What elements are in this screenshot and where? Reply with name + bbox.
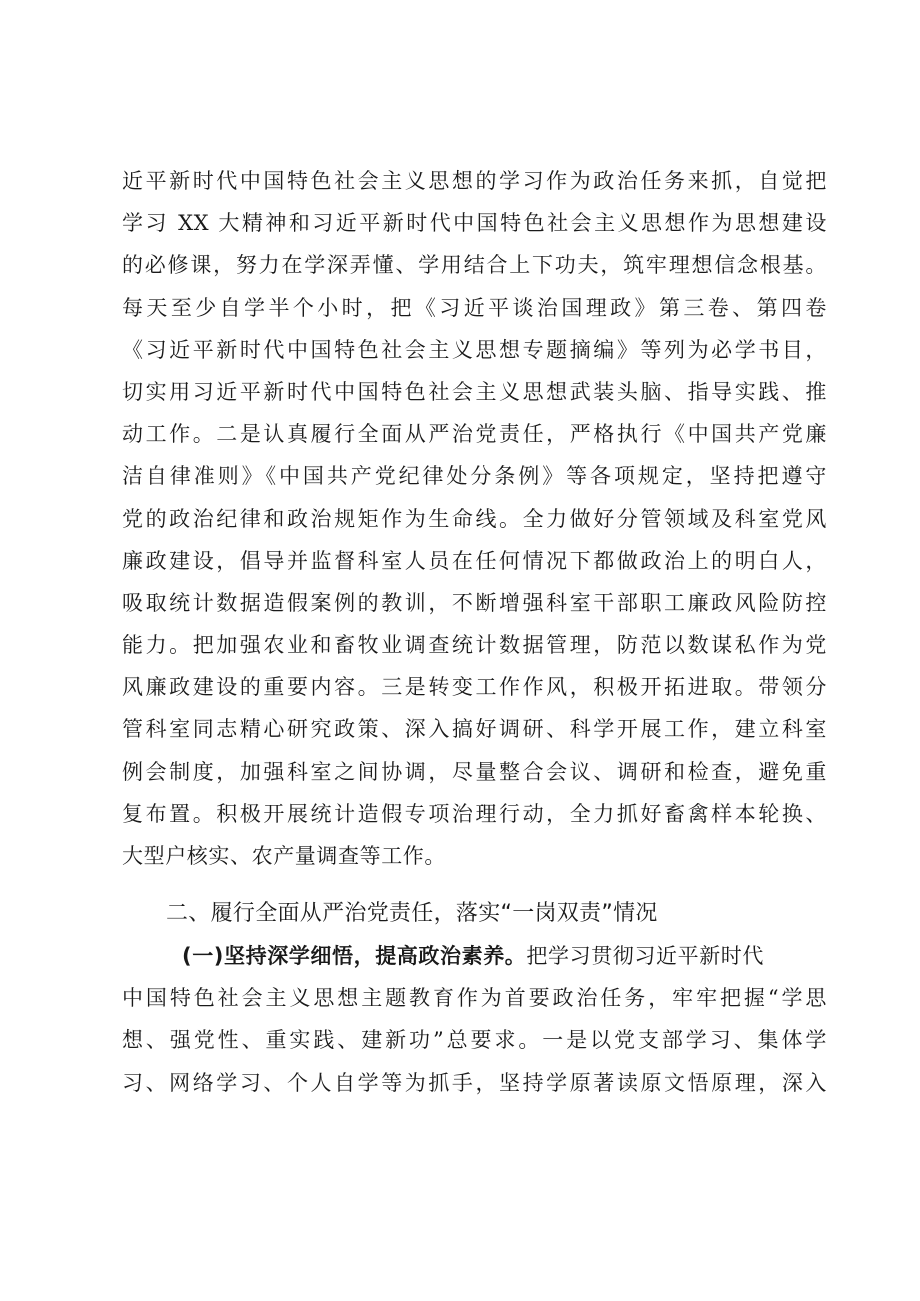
text-line: 近平新时代中国特色社会主义思想的学习作为政治任务来抓，自觉把 [122,169,827,193]
text-line: 吸取统计数据造假案例的教训，不断增强科室干部职工廉政风险防控 [122,590,827,615]
text-line: 复布置。积极开展统计造假专项治理行动，全力抓好畜禽样本轮换、 [122,801,827,826]
text-line: 能力。把加强农业和畜牧业调查统计数据管理，防范以数谋私作为党 [122,633,827,658]
text-line: 的必修课，努力在学深弄懂、学用结合上下功夫，筑牢理想信念根基。 [122,253,827,278]
text-line: 洁自律准则》《中国共产党纪律处分条例》等各项规定，坚持把遵守 [122,464,827,489]
text-line: 切实用习近平新时代中国特色社会主义思想武装头脑、指导实践、推 [122,379,827,404]
sub-heading-line [122,935,827,977]
text-line: 中国特色社会主义思想主题教育作为首要政治任务，牢牢把握“学思 [122,986,827,1011]
text-line: 廉政建设，倡导并监督科室人员在任何情况下都做政治上的明白人， [122,548,827,573]
text-line: 大型户核实、农产量调查等工作。 [122,844,446,868]
paragraph-1 [122,160,827,877]
text-line: 风廉政建设的重要内容。三是转变工作作风，积极开拓进取。带领分 [122,675,827,700]
text-line: 例会制度，加强科室之间协调，尽量整合会议、调研和检查，避免重 [122,759,827,784]
text-line: 学习 XX 大精神和习近平新时代中国特色社会主义思想作为思想建设 [122,211,827,236]
sub-heading-rest: 把学习贯彻习近平新时代 [526,944,765,968]
section-2 [122,893,827,1104]
text-line: 想、强党性、重实践、建新功”总要求。一是以党支部学习、集体学 [122,1028,827,1053]
sub-heading-title: (一)坚持深学细悟，提高政治素养。 [182,944,527,968]
section-heading: 二、履行全面从严治党责任，落实“一岗双责”情况 [166,901,658,926]
text-line: 习、网络学习、个人自学等为抓手，坚持学原著读原文悟原理，深入 [122,1070,827,1095]
text-line: 《习近平新时代中国特色社会主义思想专题摘编》等列为必学书目， [122,337,827,362]
text-line: 动工作。二是认真履行全面从严治党责任，严格执行《中国共产党廉 [122,422,827,447]
text-line: 每天至少自学半个小时，把《习近平谈治国理政》第三卷、第四卷 [122,295,827,320]
text-line: 党的政治纪律和政治规矩作为生命线。全力做好分管领域及科室党风 [122,506,827,531]
text-line: 管科室同志精心研究政策、深入搞好调研、科学开展工作，建立科室 [122,717,827,742]
